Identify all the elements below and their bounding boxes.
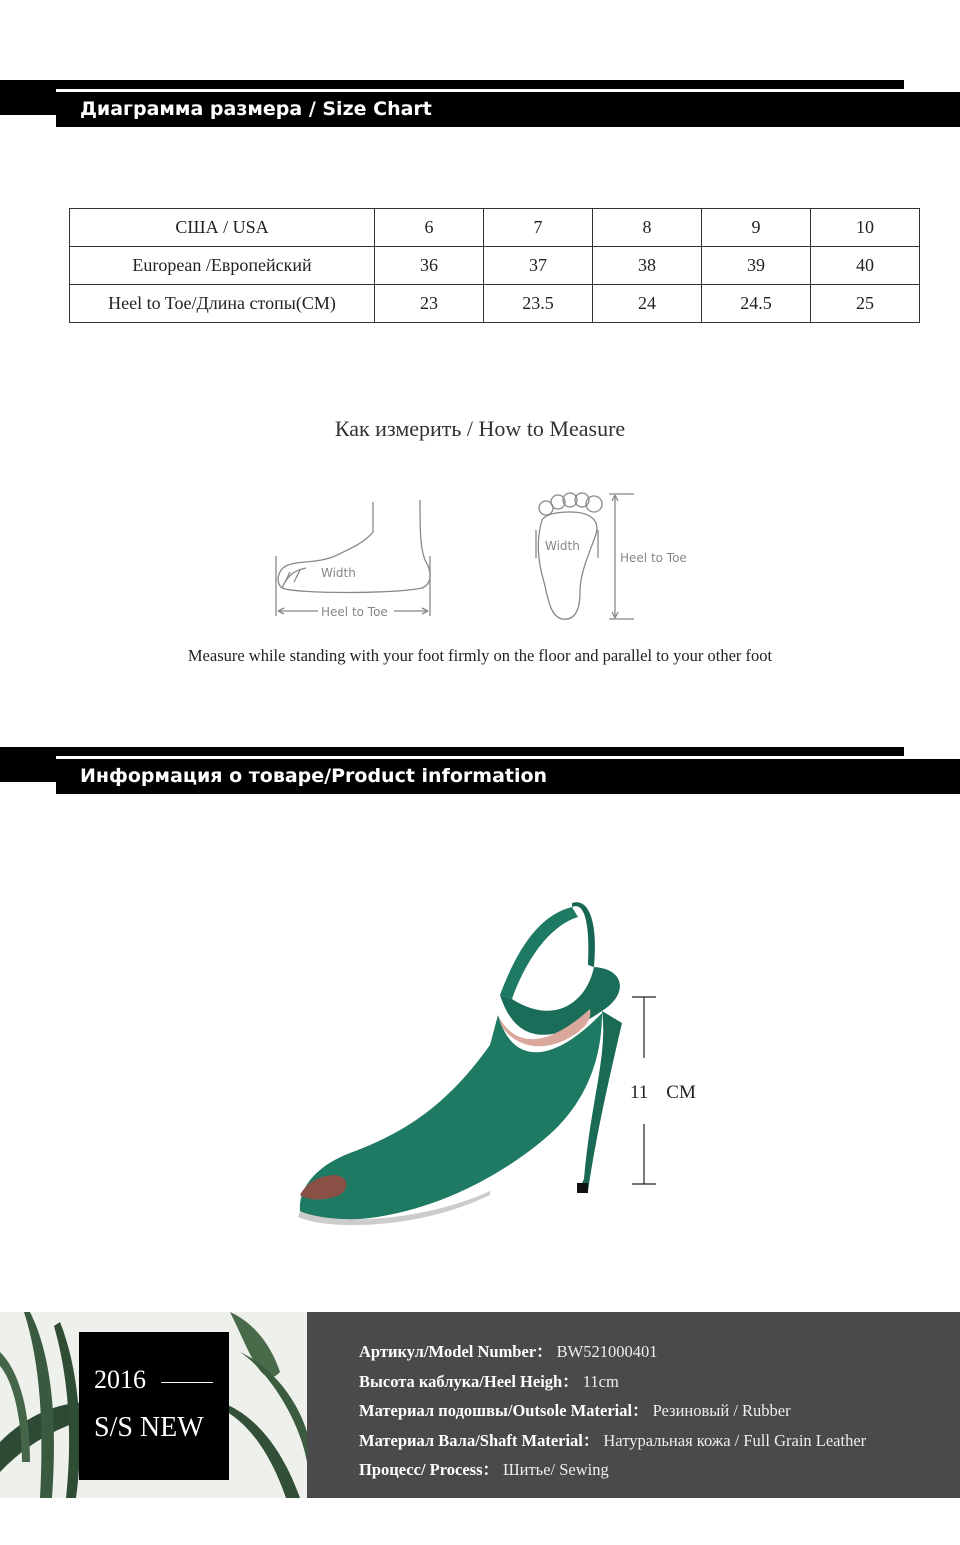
table-cell: 8 [593, 209, 702, 247]
spec-row-model: Артикул/Model Number： BW521000401 [359, 1342, 658, 1361]
table-cell: 23 [375, 285, 484, 323]
shoe-image [290, 895, 670, 1245]
spec-value: 11cm [582, 1372, 619, 1391]
table-cell: 6 [375, 209, 484, 247]
row-label: European /Европейский [70, 247, 375, 285]
spec-row-outsole: Материал подошвы/Outsole Material： Резиновый / Rubber [359, 1401, 791, 1420]
season-label: S/S NEW [94, 1412, 204, 1443]
table-cell: 7 [484, 209, 593, 247]
table-cell: 10 [811, 209, 920, 247]
product-info-header [0, 747, 960, 795]
heel-height-unit: CM [666, 1082, 696, 1103]
table-cell: 25 [811, 285, 920, 323]
header-strip [0, 80, 904, 89]
side-length-label: Heel to Toe [321, 605, 388, 619]
plant-photo [0, 1312, 307, 1498]
spec-label: Процесс/ Process [359, 1460, 483, 1479]
spec-value: Резиновый / Rubber [652, 1401, 791, 1420]
badge-divider [161, 1382, 213, 1383]
header-strip [0, 747, 904, 756]
table-cell: 36 [375, 247, 484, 285]
top-length-label: Heel to Toe [620, 551, 687, 565]
table-row [70, 209, 920, 247]
size-table [69, 208, 920, 323]
product-banner [0, 1312, 960, 1498]
size-chart-header [0, 80, 960, 128]
table-cell: 24 [593, 285, 702, 323]
table-cell: 40 [811, 247, 920, 285]
table-cell: 38 [593, 247, 702, 285]
spec-value: Шитье/ Sewing [503, 1460, 609, 1479]
spec-row-process: Процесс/ Process： Шитье/ Sewing [359, 1460, 609, 1479]
spec-label: Материал Вала/Shaft Material [359, 1431, 583, 1450]
season-badge [79, 1332, 229, 1480]
row-label: США / USA [70, 209, 375, 247]
table-cell: 9 [702, 209, 811, 247]
measure-diagram [0, 490, 960, 630]
product-info-title: Информация о товаре/Product information [80, 765, 548, 787]
spec-panel [307, 1312, 960, 1498]
foot-side-icon [276, 500, 430, 616]
heel-height-label [630, 1082, 696, 1104]
table-cell: 24.5 [702, 285, 811, 323]
spec-label: Артикул/Model Number [359, 1342, 537, 1361]
header-left-block [0, 756, 56, 782]
size-chart-title: Диаграмма размера / Size Chart [80, 98, 432, 120]
table-cell: 37 [484, 247, 593, 285]
table-row [70, 247, 920, 285]
side-width-label: Width [321, 566, 356, 580]
spec-label: Высота каблука/Heel Heigh [359, 1372, 563, 1391]
spec-row-shaft: Материал Вала/Shaft Material： Натуральная кожа / Full Grain Leather [359, 1431, 867, 1450]
header-left-block [0, 89, 56, 115]
row-label: Heel to Toe/Длина стопы(CM) [70, 285, 375, 323]
spec-value: Натуральная кожа / Full Grain Leather [603, 1431, 867, 1450]
spec-label: Материал подошвы/Outsole Material [359, 1401, 633, 1420]
how-to-measure-title: Как измерить / How to Measure [334, 416, 626, 441]
measure-note: Measure while standing with your foot firmly on the floor and parallel to your other foot [187, 646, 773, 665]
spec-row-heel: Высота каблука/Heel Heigh： 11cm [359, 1372, 619, 1391]
top-width-label: Width [545, 539, 580, 553]
table-row [70, 285, 920, 323]
season-year: 2016 [94, 1365, 146, 1394]
table-cell: 23.5 [484, 285, 593, 323]
heel-height-value: 11 [630, 1082, 649, 1103]
table-cell: 39 [702, 247, 811, 285]
spec-value: BW521000401 [556, 1342, 658, 1361]
